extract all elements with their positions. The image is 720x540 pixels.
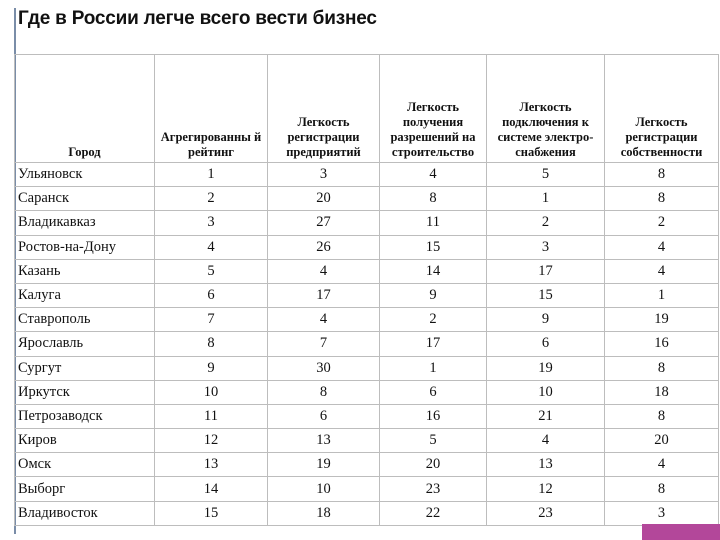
table-row [15,163,719,187]
column-header-aggregate-rating: Агрегированны й рейтинг [155,55,268,163]
city-name-cell: Сургут [15,356,155,380]
rating-value-cell: 16 [605,332,719,356]
rating-value-cell: 21 [487,404,605,428]
rating-value-cell: 7 [268,332,380,356]
rating-value-cell: 3 [487,235,605,259]
city-name-cell: Ульяновск [15,163,155,187]
rating-value-cell: 5 [155,259,268,283]
rating-value-cell: 4 [155,235,268,259]
rating-value-cell: 3 [268,163,380,187]
rating-value-cell: 7 [155,308,268,332]
rating-value-cell: 16 [380,404,487,428]
city-name-cell: Казань [15,259,155,283]
rating-value-cell: 5 [487,163,605,187]
rating-value-cell: 4 [268,308,380,332]
rating-value-cell: 4 [605,259,719,283]
rating-value-cell: 17 [487,259,605,283]
rating-value-cell: 4 [380,163,487,187]
table-row [15,356,719,380]
rating-value-cell: 15 [487,283,605,307]
rating-value-cell: 15 [380,235,487,259]
rating-value-cell: 11 [155,404,268,428]
rating-value-cell: 9 [380,283,487,307]
rating-value-cell: 14 [380,259,487,283]
rating-value-cell: 19 [268,453,380,477]
rating-value-cell: 2 [487,211,605,235]
rating-value-cell: 30 [268,356,380,380]
rating-value-cell: 6 [380,380,487,404]
rating-value-cell: 8 [155,332,268,356]
table-row [15,211,719,235]
rating-value-cell: 8 [605,477,719,501]
rating-value-cell: 17 [268,283,380,307]
rating-value-cell: 8 [605,404,719,428]
rating-value-cell: 10 [487,380,605,404]
rating-value-cell: 1 [155,163,268,187]
rating-value-cell: 2 [380,308,487,332]
column-header-city: Город [15,55,155,163]
rating-value-cell: 19 [605,308,719,332]
city-name-cell: Выборг [15,477,155,501]
table-row [15,477,719,501]
table-row [15,332,719,356]
rating-value-cell: 2 [155,187,268,211]
rating-value-cell: 3 [155,211,268,235]
rating-value-cell: 8 [605,356,719,380]
rating-value-cell: 20 [268,187,380,211]
rating-value-cell: 18 [605,380,719,404]
rating-value-cell: 8 [605,163,719,187]
rating-value-cell: 12 [487,477,605,501]
city-name-cell: Ставрополь [15,308,155,332]
rating-value-cell: 13 [487,453,605,477]
rating-value-cell: 8 [268,380,380,404]
city-name-cell: Ярославль [15,332,155,356]
table-row [15,404,719,428]
rating-value-cell: 8 [605,187,719,211]
rating-value-cell: 4 [487,429,605,453]
rating-value-cell: 6 [155,283,268,307]
rating-value-cell: 10 [268,477,380,501]
column-header-electricity-connection: Легкость подключения к системе электро- снабжения [487,55,605,163]
table-body [15,163,719,526]
rating-value-cell: 4 [605,453,719,477]
rating-value-cell: 19 [487,356,605,380]
rating-value-cell: 11 [380,211,487,235]
rating-value-cell: 6 [268,404,380,428]
table-row [15,235,719,259]
rating-value-cell: 20 [605,429,719,453]
table-header-row [15,55,719,163]
column-header-property-registration: Легкость регистрации собственности [605,55,719,163]
city-name-cell: Иркутск [15,380,155,404]
table-row [15,501,719,525]
table-row [15,308,719,332]
rating-table [14,54,719,526]
city-name-cell: Омск [15,453,155,477]
table-row [15,283,719,307]
city-name-cell: Саранск [15,187,155,211]
rating-value-cell: 13 [268,429,380,453]
city-name-cell: Ростов-на-Дону [15,235,155,259]
rating-value-cell: 1 [487,187,605,211]
rating-value-cell: 4 [268,259,380,283]
rating-value-cell: 1 [380,356,487,380]
rating-value-cell: 20 [380,453,487,477]
rating-value-cell: 10 [155,380,268,404]
rating-value-cell: 23 [380,477,487,501]
city-name-cell: Владикавказ [15,211,155,235]
table-row [15,429,719,453]
city-name-cell: Калуга [15,283,155,307]
rating-value-cell: 27 [268,211,380,235]
rating-value-cell: 15 [155,501,268,525]
decorative-accent-block [642,524,720,540]
rating-value-cell: 8 [380,187,487,211]
rating-value-cell: 3 [605,501,719,525]
column-header-business-registration: Легкость регистрации предприятий [268,55,380,163]
rating-value-cell: 4 [605,235,719,259]
rating-value-cell: 5 [380,429,487,453]
rating-value-cell: 12 [155,429,268,453]
page-title: Где в России легче всего вести бизнес [18,8,377,29]
rating-value-cell: 6 [487,332,605,356]
rating-value-cell: 1 [605,283,719,307]
city-name-cell: Владивосток [15,501,155,525]
table-row [15,259,719,283]
rating-value-cell: 23 [487,501,605,525]
table-row [15,380,719,404]
city-name-cell: Петрозаводск [15,404,155,428]
rating-value-cell: 22 [380,501,487,525]
rating-value-cell: 17 [380,332,487,356]
city-name-cell: Киров [15,429,155,453]
rating-value-cell: 9 [487,308,605,332]
rating-value-cell: 13 [155,453,268,477]
rating-value-cell: 9 [155,356,268,380]
rating-value-cell: 18 [268,501,380,525]
column-header-construction-permits: Легкость получения разрешений на строительство [380,55,487,163]
rating-value-cell: 26 [268,235,380,259]
table-row [15,453,719,477]
rating-value-cell: 2 [605,211,719,235]
rating-value-cell: 14 [155,477,268,501]
table-row [15,187,719,211]
